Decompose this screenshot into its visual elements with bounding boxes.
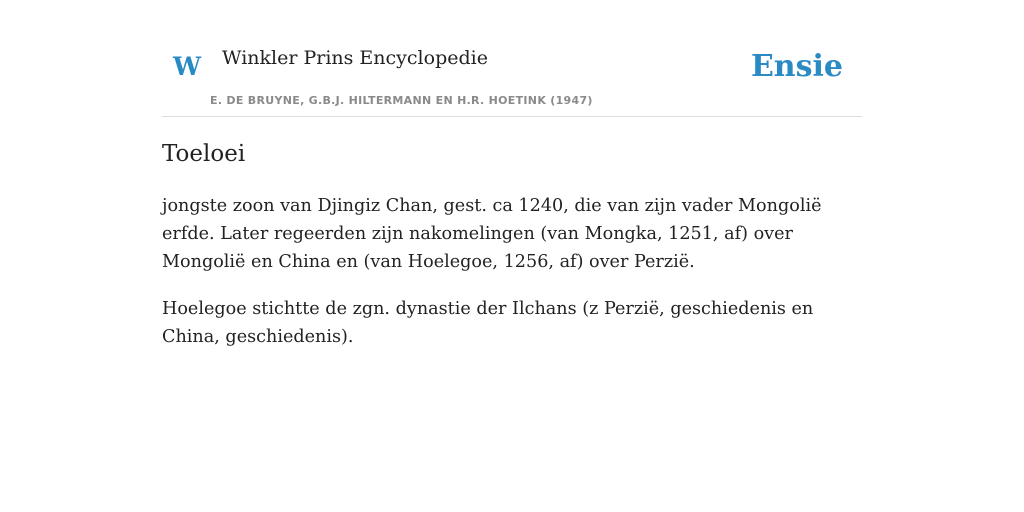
article-body — [162, 192, 862, 370]
source-authors: E. DE BRUYNE, G.B.J. HILTERMANN EN H.R. HOETINK (1947) — [210, 94, 593, 107]
source-title[interactable]: Winkler Prins Encyclopedie — [222, 47, 488, 69]
source-logo[interactable]: W — [173, 52, 202, 81]
page — [162, 0, 862, 347]
article-title: Toeloei — [162, 141, 246, 167]
article-paragraph: jongste zoon van Djingiz Chan, gest. ca 1240, die van zijn vader Mongolië erfde. Later regeerden zijn nakomelingen (van Mongka, 1251, af) over Mongolië en China en (van Hoelegoe, 1256, af) over Perzië. — [162, 196, 822, 272]
article-paragraph: Hoelegoe stichtte de zgn. dynastie der Ilchans (z Perzië, geschiedenis en China, geschiedenis). — [162, 299, 814, 347]
source-header — [162, 0, 862, 117]
ensie-brand-link[interactable]: Ensie — [750, 49, 843, 84]
